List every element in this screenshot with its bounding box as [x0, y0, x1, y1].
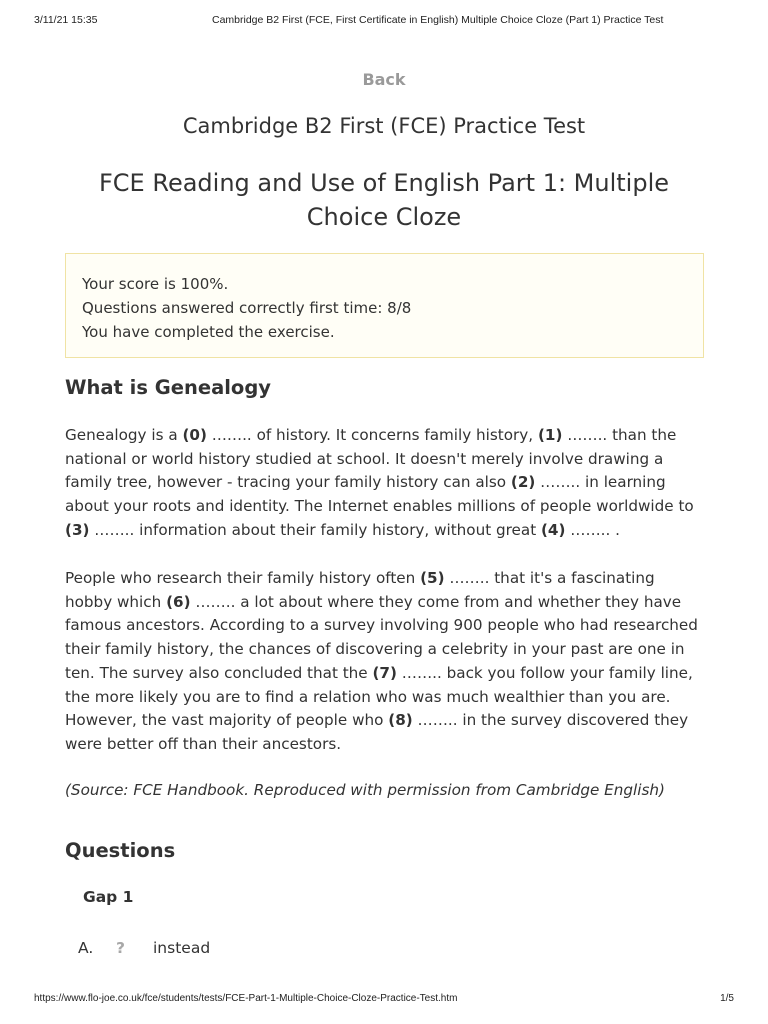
gap-marker-8: (8)	[388, 711, 413, 730]
passage-text: …….. in the survey discovered they were better off than their ancestors.	[65, 711, 689, 753]
print-url: https://www.flo-joe.co.uk/fce/students/tests/FCE-Part-1-Multiple-Choice-Cloze-Practice-Test.htm	[34, 993, 458, 1004]
site-title: Cambridge B2 First (FCE) Practice Test	[182, 114, 586, 138]
passage-text: …….. in learning about your roots and identity. The Internet enables millions of people worldwide to	[65, 473, 694, 516]
option-check-button[interactable]: ?	[116, 939, 125, 957]
print-date: 3/11/21 15:35	[34, 14, 98, 26]
gap-marker-7: (7)	[372, 663, 397, 682]
article-heading: What is Genealogy	[65, 376, 271, 399]
questions-heading: Questions	[65, 839, 176, 862]
gap-marker-0: (0)	[182, 426, 207, 444]
score-completion-status: You have completed the exercise.	[82, 323, 335, 341]
passage-text: …….. that it's a fascinating hobby which	[65, 569, 655, 611]
passage-text: …….. .	[565, 520, 620, 539]
gap-marker-6: (6)	[166, 592, 191, 611]
gap-marker-2: (2)	[510, 473, 536, 492]
gap-1-heading: Gap 1	[83, 888, 134, 906]
score-percentage: Your score is 100%.	[82, 275, 229, 293]
passage-text: …….. back you follow your family line, the more likely you are to find a relation who was much wealthier than you are. However, the vast majority of people who	[65, 663, 693, 730]
passage-text: Genealogy is a	[65, 426, 183, 444]
score-first-time-correct: Questions answered correctly first time: 8/8	[82, 299, 412, 317]
score-summary-box	[65, 253, 704, 358]
passage-text: …….. than the national or world history studied at school. It doesn't merely involve drawing a family tree, however - tracing your family history can also	[65, 426, 677, 492]
source-citation: (Source: FCE Handbook. Reproduced with permission from Cambridge English)	[65, 781, 665, 799]
gap-marker-3: (3)	[65, 520, 90, 539]
gap-marker-4: (4)	[540, 520, 566, 539]
print-document-title: Cambridge B2 First (FCE, First Certificate in English) Multiple Choice Cloze (Part 1) Practice Test	[212, 14, 664, 26]
option-text: instead	[153, 939, 211, 957]
passage-text: …….. information about their family history, without great	[89, 520, 541, 539]
passage-text: People who research their family history often	[65, 569, 421, 587]
gap-marker-1: (1)	[537, 426, 563, 444]
back-link[interactable]: Back	[362, 70, 406, 89]
passage-text: …….. of history. It concerns family history,	[206, 426, 538, 444]
gap-marker-5: (5)	[420, 569, 445, 587]
option-letter: A.	[78, 939, 94, 957]
page-title: FCE Reading and Use of English Part 1: Multiple Choice Cloze	[98, 169, 670, 231]
passage-paragraph-2	[65, 567, 705, 757]
passage-paragraph-1	[65, 424, 705, 543]
passage-text: …….. a lot about where they come from and whether they have famous ancestors. According to a survey involving 900 people who had researched their family history, the chances of discovering a celebrity in your past are one in ten. The survey also concluded that the	[65, 592, 698, 682]
print-page-number: 1/5	[720, 993, 734, 1004]
